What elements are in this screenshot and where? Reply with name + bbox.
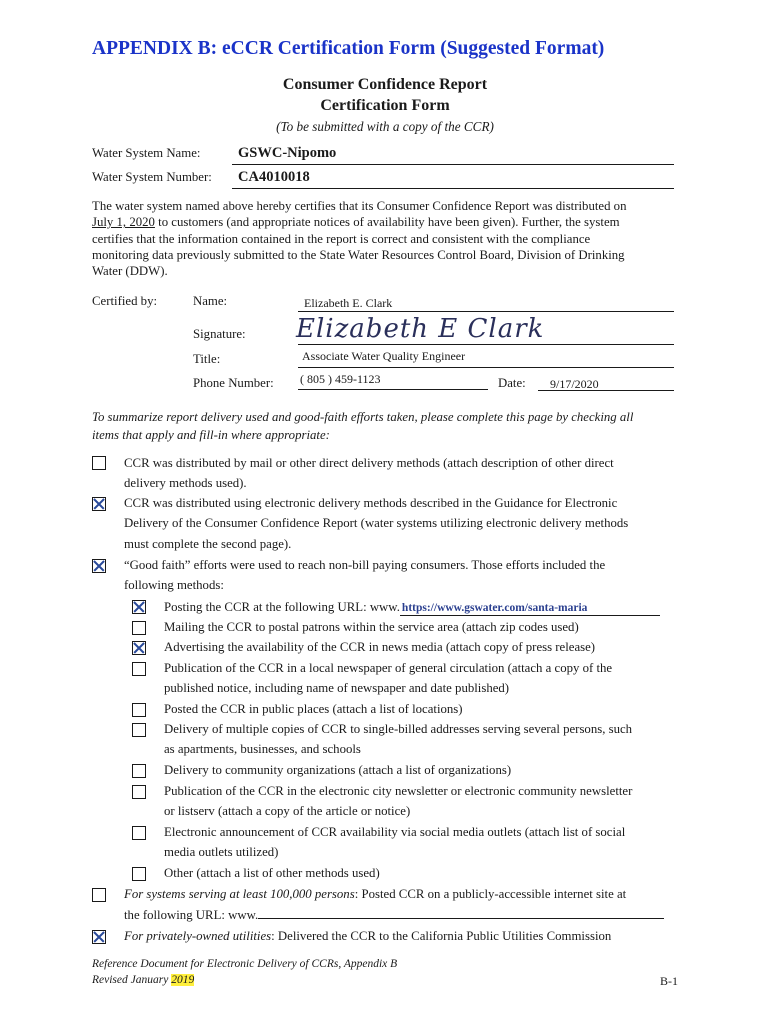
checkbox-privately-owned[interactable] <box>92 930 106 944</box>
form-title-line1: Consumer Confidence Report <box>282 76 488 93</box>
item-mail-delivery: CCR was distributed by mail or other direct delivery methods (attach description of other direct delivery methods used). <box>124 456 614 491</box>
checkbox-community-organizations[interactable] <box>132 764 146 778</box>
checkbox-newspaper-publication[interactable] <box>132 662 146 676</box>
signature-label: Signature: <box>193 327 246 341</box>
name-underline <box>298 311 674 312</box>
phone-value[interactable]: ( 805 ) 459-1123 <box>300 372 381 386</box>
sub-item-newspaper-publication: Publication of the CCR in a local newspaper of general circulation (attach a copy of the published notice, including name of newspaper and date published) <box>164 661 613 696</box>
system-name-underline <box>232 164 674 165</box>
date-value[interactable]: 9/17/2020 <box>550 377 599 391</box>
form-title-line2: Certification Form <box>320 97 450 114</box>
checkbox-mailing-postal[interactable] <box>132 621 146 635</box>
posting-url-value[interactable]: https://www.gswater.com/santa-maria <box>400 601 660 616</box>
system-number-underline <box>232 188 674 189</box>
appendix-title: APPENDIX B: eCCR Certification Form (Suggested Format) <box>92 38 605 59</box>
system-number-value[interactable]: CA4010018 <box>238 169 310 185</box>
system-number-label: Water System Number: <box>92 170 212 184</box>
para-line-3: certifies that the information contained in the report is correct and consistent with the compliance <box>92 231 591 246</box>
sub-item-advertising-media: Advertising the availability of the CCR in news media (attach copy of press release) <box>164 640 596 654</box>
para-line-4: monitoring data previously submitted to the State Water Resources Control Board, Division of Drinking <box>92 247 625 262</box>
checkbox-electronic-newsletter[interactable] <box>132 785 146 799</box>
system-name-label: Water System Name: <box>92 146 201 160</box>
checkbox-advertising-media[interactable] <box>132 641 146 655</box>
item-privately-owned: For privately-owned utilities: Delivered the CCR to the California Public Utilities Commission <box>124 929 612 943</box>
sub-item-posting-url: Posting the CCR at the following URL: www. https://www.gswater.com/santa-maria <box>164 597 680 617</box>
checkbox-social-media[interactable] <box>132 826 146 840</box>
system-name-value[interactable]: GSWC-Nipomo <box>238 145 337 161</box>
item-electronic-delivery: CCR was distributed using electronic delivery methods described in the Guidance for Electronic Delivery of the Consumer Confidence Report (water systems utilizing electronic delivery methods must complete the second page). <box>124 496 629 551</box>
footer-reference: Reference Document for Electronic Delivery of CCRs, Appendix B <box>92 958 398 970</box>
name-label: Name: <box>193 294 228 308</box>
signature-underline <box>298 344 674 345</box>
sub-item-social-media: Electronic announcement of CCR availability via social media outlets (attach list of social media outlets utilized) <box>164 825 626 860</box>
checkbox-posting-url[interactable] <box>132 600 146 614</box>
page-number: B-1 <box>660 974 678 988</box>
date-label: Date: <box>498 376 526 390</box>
checkbox-public-places[interactable] <box>132 703 146 717</box>
checkbox-electronic-delivery[interactable] <box>92 497 106 511</box>
footer-revised-year: 2019 <box>171 974 195 986</box>
sub-item-public-places: Posted the CCR in public places (attach a list of locations) <box>164 702 463 716</box>
para-line-5: Water (DDW). <box>92 264 168 279</box>
item-large-systems: For systems serving at least 100,000 persons: Posted CCR on a publicly-accessible internet site at the following URL: www. <box>124 884 680 926</box>
name-value[interactable]: Elizabeth E. Clark <box>304 296 393 310</box>
title-label: Title: <box>193 352 221 366</box>
checkbox-mail-delivery[interactable] <box>92 456 106 470</box>
sub-item-multiple-copies: Delivery of multiple copies of CCR to single-billed addresses serving several persons, such as apartments, businesses, and schools <box>164 722 633 757</box>
distribution-date: July 1, 2020 <box>92 215 155 230</box>
certified-by-label: Certified by: <box>92 294 158 308</box>
footer-revised: Revised January 2019 <box>92 974 195 986</box>
certification-paragraph <box>92 198 680 279</box>
para-line-2: July 1, 2020 to customers (and appropriate notices of availability have been given). Further, the system <box>92 215 620 230</box>
form-subtitle: (To be submitted with a copy of the CCR) <box>276 119 494 134</box>
checkbox-other-methods[interactable] <box>132 867 146 881</box>
sub-item-community-organizations: Delivery to community organizations (attach a list of organizations) <box>164 763 512 777</box>
title-underline <box>298 367 674 368</box>
large-systems-url-field[interactable] <box>258 904 664 919</box>
instructions-line1: To summarize report delivery used and good-faith efforts taken, please complete this page by checking all <box>92 410 634 424</box>
sub-item-other-methods: Other (attach a list of other methods used) <box>164 866 380 880</box>
sub-item-electronic-newsletter: Publication of the CCR in the electronic city newsletter or electronic community newsletter or listserv (attach a copy of the article or notice) <box>164 784 633 819</box>
date-underline <box>538 390 674 391</box>
signature-value: Elizabeth E Clark <box>296 314 545 344</box>
checkbox-large-systems[interactable] <box>92 888 106 902</box>
item-good-faith: “Good faith” efforts were used to reach non-bill paying consumers. Those efforts included the following methods: <box>124 558 606 593</box>
para-line-1: The water system named above hereby certifies that its Consumer Confidence Report was distributed on <box>92 199 627 213</box>
title-value[interactable]: Associate Water Quality Engineer <box>302 349 466 363</box>
sub-item-mailing-postal: Mailing the CCR to postal patrons within the service area (attach zip codes used) <box>164 620 579 634</box>
phone-underline <box>298 389 488 390</box>
instructions-line2: items that apply and fill-in where appropriate: <box>92 428 330 442</box>
phone-label: Phone Number: <box>193 376 274 390</box>
checkbox-good-faith[interactable] <box>92 559 106 573</box>
checkbox-multiple-copies[interactable] <box>132 723 146 737</box>
